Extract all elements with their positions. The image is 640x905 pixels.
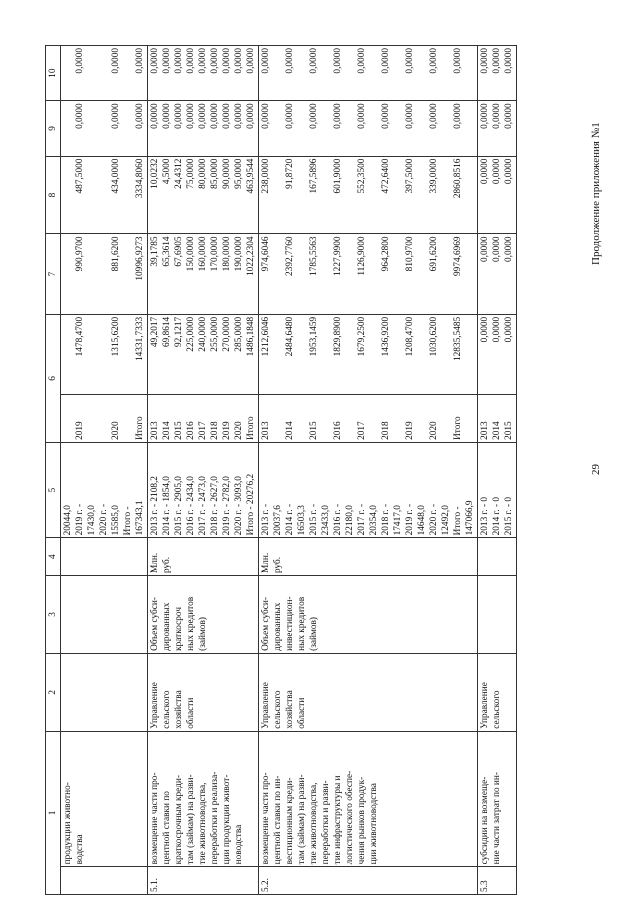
value-col-9: 0,0000 0,0000 0,0000 0,0000 0,0000 0,0000 0,0000 0,0000 0,0000 bbox=[148, 101, 259, 156]
value-col-6: 1478,4700 1315,6200 14331,7333 bbox=[61, 314, 148, 394]
indicator bbox=[61, 576, 148, 654]
executor: Управление сельского хозяйства области bbox=[259, 653, 478, 731]
row-number: 5.3 bbox=[478, 867, 517, 895]
unit bbox=[478, 538, 517, 576]
header-col-6: 6 bbox=[46, 314, 61, 442]
table-row bbox=[148, 46, 259, 895]
activity-name: возмещение части про- центной ставки по ин- вестиционным креди- там (займам) на разви- тие животноводства, переработки и разви- тие инфраструктуры и логистического обеспе- чения рынков продук- ции животноводства bbox=[259, 731, 478, 867]
row-number bbox=[61, 867, 148, 895]
value-col-7: 990,9700 881,6200 10996,9273 bbox=[61, 234, 148, 314]
value-col-8: 0,0000 0,0000 0,0000 bbox=[478, 156, 517, 234]
value-col-7: 39,1785 65,3614 67,6905 150,0000 160,0000 170,0000 180,0000 190,0000 1022,2304 bbox=[148, 234, 259, 314]
value-col-10: 0,0000 0,0000 0,0000 0,0000 0,0000 0,0000 0,0000 0,0000 0,0000 bbox=[259, 46, 478, 101]
value-col-7: 0,0000 0,0000 0,0000 bbox=[478, 234, 517, 314]
value-col-6: 49,2017 69,8614 92,1217 225,0000 240,0000 255,0000 270,0000 285,0000 1486,1848 bbox=[148, 314, 259, 394]
value-col-6: 1212,6046 2484,6480 1953,1459 1829,8900 1679,2500 1436,9200 1208,4700 1030,6200 12835,5485 bbox=[259, 314, 478, 394]
value-col-10: 0,0000 0,0000 0,0000 bbox=[61, 46, 148, 101]
header-col-1: 1 bbox=[46, 731, 61, 894]
indicator: Объем субси- дированных инвестицион- ных кредитов (займов) bbox=[259, 576, 478, 654]
value-col-10: 0,0000 0,0000 0,0000 0,0000 0,0000 0,0000 0,0000 0,0000 0,0000 bbox=[148, 46, 259, 101]
activity-name: возмещение части про- центной ставки по краткосрочным креди- там (займам) на разви- тие животноводства, переработки и реализа- ции продукции живот- новодства bbox=[148, 731, 259, 867]
header-col-7: 7 bbox=[46, 234, 61, 314]
activity-name: субсидии на возмеще- ние части затрат по ин- bbox=[478, 731, 517, 867]
target-values: 2013 г. - 0 2014 г. - 0 2015 г. - 0 bbox=[478, 442, 517, 537]
executor bbox=[61, 653, 148, 731]
value-col-9: 0,0000 0,0000 0,0000 bbox=[478, 101, 517, 156]
value-col-9: 0,0000 0,0000 0,0000 bbox=[61, 101, 148, 156]
value-col-7: 974,6046 2392,7760 1785,5563 1227,9900 1126,9000 964,2800 810,9700 691,6200 9974,6969 bbox=[259, 234, 478, 314]
header-col-4: 4 bbox=[46, 538, 61, 576]
table-header bbox=[46, 46, 61, 895]
table-row bbox=[478, 46, 517, 895]
years: 2019 2020 Итого bbox=[61, 395, 148, 443]
header-col-8: 8 bbox=[46, 156, 61, 234]
value-col-6: 0,0000 0,0000 0,0000 bbox=[478, 314, 517, 394]
target-values: 2013 г. - 2108,2 2014 г. - 1854,0 2015 г. - 2905,0 2016 г. - 2434,0 2017 г. - 2473,0 2018 г. - 2627,0 2019 г. - 2782,0 2020 г. - 3093,0 Итого - 20276,2 bbox=[148, 442, 259, 537]
value-col-10: 0,0000 0,0000 0,0000 bbox=[478, 46, 517, 101]
target-values: 2013 г. - 20037,6 2014 г. - 16503,3 2015 г. - 23433,0 2016 г. - 22180,0 2017 г. - 20354,0 2018 г. - 17417,0 2019 г. - 14648,0 2020 г. - 12492,0 Итого - 147066,9 bbox=[259, 442, 478, 537]
header-col-9: 9 bbox=[46, 101, 61, 156]
executor: Управление сельского хозяйства области bbox=[148, 653, 259, 731]
indicator bbox=[478, 576, 517, 654]
page-number: 29 bbox=[590, 464, 602, 475]
activity-name: продукции животно- водства bbox=[61, 731, 148, 867]
indicator: Объем субси- дированных краткосроч ных кредитов (займов) bbox=[148, 576, 259, 654]
unit: Млн. руб. bbox=[259, 538, 478, 576]
value-col-9: 0,0000 0,0000 0,0000 0,0000 0,0000 0,0000 0,0000 0,0000 0,0000 bbox=[259, 101, 478, 156]
header-col-10: 10 bbox=[46, 46, 61, 101]
header-col-3: 3 bbox=[46, 576, 61, 654]
table-row bbox=[259, 46, 478, 895]
unit: Млн. руб. bbox=[148, 538, 259, 576]
appendix-table bbox=[45, 45, 517, 895]
unit bbox=[61, 538, 148, 576]
continuation-title: Продолжение приложения №1 bbox=[590, 122, 602, 265]
years: 2013 2014 2015 2016 2017 2018 2019 2020 Итого bbox=[259, 395, 478, 443]
years: 2013 2014 2015 bbox=[478, 395, 517, 443]
value-col-8: 238,0000 91,8720 167,5896 601,9000 552,3500 472,6400 397,5000 339,0000 2860,8516 bbox=[259, 156, 478, 234]
row-number: 5.1. bbox=[148, 867, 259, 895]
value-col-8: 487,5000 434,0000 3334,8060 bbox=[61, 156, 148, 234]
header-col-5: 5 bbox=[46, 442, 61, 537]
executor: Управление сельского bbox=[478, 653, 517, 731]
table-row bbox=[61, 46, 148, 895]
target-values: 20044,0 2019 г. - 17430,0 2020 г. - 15585,0 Итого - 167343,1 bbox=[61, 442, 148, 537]
years: 2013 2014 2015 2016 2017 2018 2019 2020 Итого bbox=[148, 395, 259, 443]
value-col-8: 10,0232 4,5000 24,4312 75,0000 80,0000 85,0000 90,0000 95,0000 463,9544 bbox=[148, 156, 259, 234]
row-number: 5.2. bbox=[259, 867, 478, 895]
header-col-2: 2 bbox=[46, 653, 61, 731]
